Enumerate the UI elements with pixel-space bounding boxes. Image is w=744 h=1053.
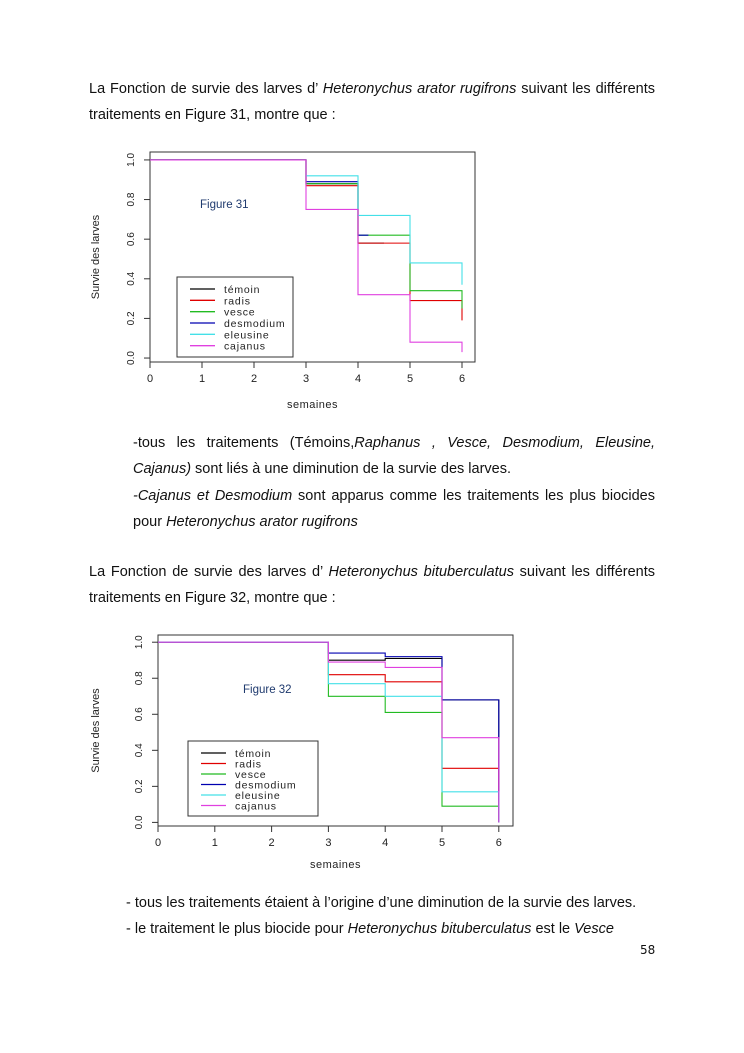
intro2-prefix: La Fonction de survie des larves d’ — [89, 564, 329, 580]
intro-paragraph-2 — [89, 559, 655, 611]
bullet-1-1 — [133, 430, 655, 482]
y-tick-label: 0.6 — [126, 232, 137, 247]
x-tick-label: 1 — [211, 837, 218, 849]
bullet1-1-suffix: sont liés à une diminution de la survie des larves. — [191, 461, 512, 477]
legend-label-vesce: vesce — [235, 769, 267, 781]
y-tick-label: 0.4 — [126, 271, 137, 286]
x-tick-label: 4 — [382, 837, 389, 849]
x-tick-label: 3 — [302, 373, 310, 385]
figure-title: Figure 31 — [200, 199, 249, 211]
bullet-1-2 — [133, 483, 655, 535]
y-axis-label: Survie des larves — [90, 214, 102, 300]
x-tick-label: 5 — [406, 373, 414, 385]
bullet1-2-italic: -Cajanus et Desmodium — [133, 488, 293, 504]
x-tick-label: 2 — [268, 837, 275, 849]
bullet2-2-species: Heteronychus bituberculatus — [347, 921, 532, 937]
x-tick-label: 6 — [495, 837, 502, 849]
bullet2-2-vesce: Vesce — [574, 921, 614, 937]
x-tick-label: 0 — [154, 837, 162, 849]
y-tick-label: 0.8 — [126, 192, 137, 207]
bullet2-2-mid: est le — [531, 921, 575, 937]
bullet1-2-mid: sont apparus comme les traitements les plus biocides pour — [133, 488, 655, 530]
legend-label-témoin: témoin — [224, 284, 261, 296]
series-line-desmodium — [150, 160, 368, 235]
intro-paragraph-1 — [89, 76, 655, 128]
x-tick-label: 4 — [354, 373, 362, 385]
bullet2-1-text: - tous les traitements étaient à l’origine d’une diminution de la survie des larves. — [126, 895, 637, 911]
legend-label-cajanus: cajanus — [224, 340, 266, 353]
series-line-témoin — [150, 160, 384, 243]
bullet1-1-italic: Raphanus , Vesce, Desmodium, Eleusine, Cajanus) — [133, 435, 655, 477]
figure-31-chart — [85, 140, 495, 425]
legend-label-vesce: vesce — [224, 306, 256, 319]
x-tick-label: 3 — [325, 837, 332, 849]
y-tick-label: 0.6 — [134, 707, 145, 722]
page-number: 58 — [640, 943, 656, 957]
bullet1-1-prefix: -tous les traitements (Témoins, — [133, 435, 355, 451]
bullet1-2-species: Heteronychus arator rugifrons — [166, 514, 358, 530]
bullet-2-1 — [126, 890, 656, 916]
y-tick-label: 1.0 — [126, 152, 137, 167]
legend-label-eleusine: eleusine — [224, 329, 270, 342]
intro1-suffix: suivant les différents traitements en Figure 31, montre que : — [89, 81, 655, 123]
intro2-suffix: suivant les différents traitements en Figure 32, montre que : — [89, 564, 655, 606]
y-tick-label: 0.4 — [134, 743, 145, 758]
intro2-species: Heteronychus bituberculatus — [328, 564, 514, 580]
y-tick-label: 0.0 — [134, 815, 145, 830]
bullet2-2-prefix: - le traitement le plus biocide pour — [126, 921, 348, 937]
legend-label-témoin: témoin — [235, 748, 272, 760]
x-tick-label: 5 — [438, 837, 446, 849]
x-tick-label: 2 — [250, 373, 258, 385]
x-tick-label: 6 — [458, 373, 466, 385]
y-tick-label: 1.0 — [134, 635, 145, 650]
x-axis-label: semaines — [309, 859, 362, 871]
x-axis-label: semaines — [286, 399, 339, 411]
intro1-prefix: La Fonction de survie des larves d’ — [89, 81, 323, 97]
legend-label-eleusine: eleusine — [235, 790, 281, 802]
y-tick-label: 0.0 — [126, 351, 137, 365]
legend-label-desmodium: desmodium — [224, 318, 286, 330]
y-tick-label: 0.2 — [134, 779, 145, 794]
y-tick-label: 0.2 — [126, 311, 137, 326]
intro1-species: Heteronychus arator rugifrons — [322, 81, 517, 97]
y-axis-label: Survie des larves — [90, 688, 102, 773]
figure-title: Figure 32 — [243, 684, 292, 696]
y-tick-label: 0.8 — [134, 671, 145, 686]
legend-label-radis: radis — [235, 758, 262, 771]
legend-label-cajanus: cajanus — [235, 800, 277, 813]
x-tick-label: 0 — [146, 373, 154, 385]
bullet-2-2 — [126, 916, 656, 942]
legend-label-radis: radis — [224, 295, 251, 308]
x-tick-label: 1 — [198, 373, 206, 385]
figure-32-chart — [85, 625, 525, 880]
legend-label-desmodium: desmodium — [235, 779, 297, 792]
